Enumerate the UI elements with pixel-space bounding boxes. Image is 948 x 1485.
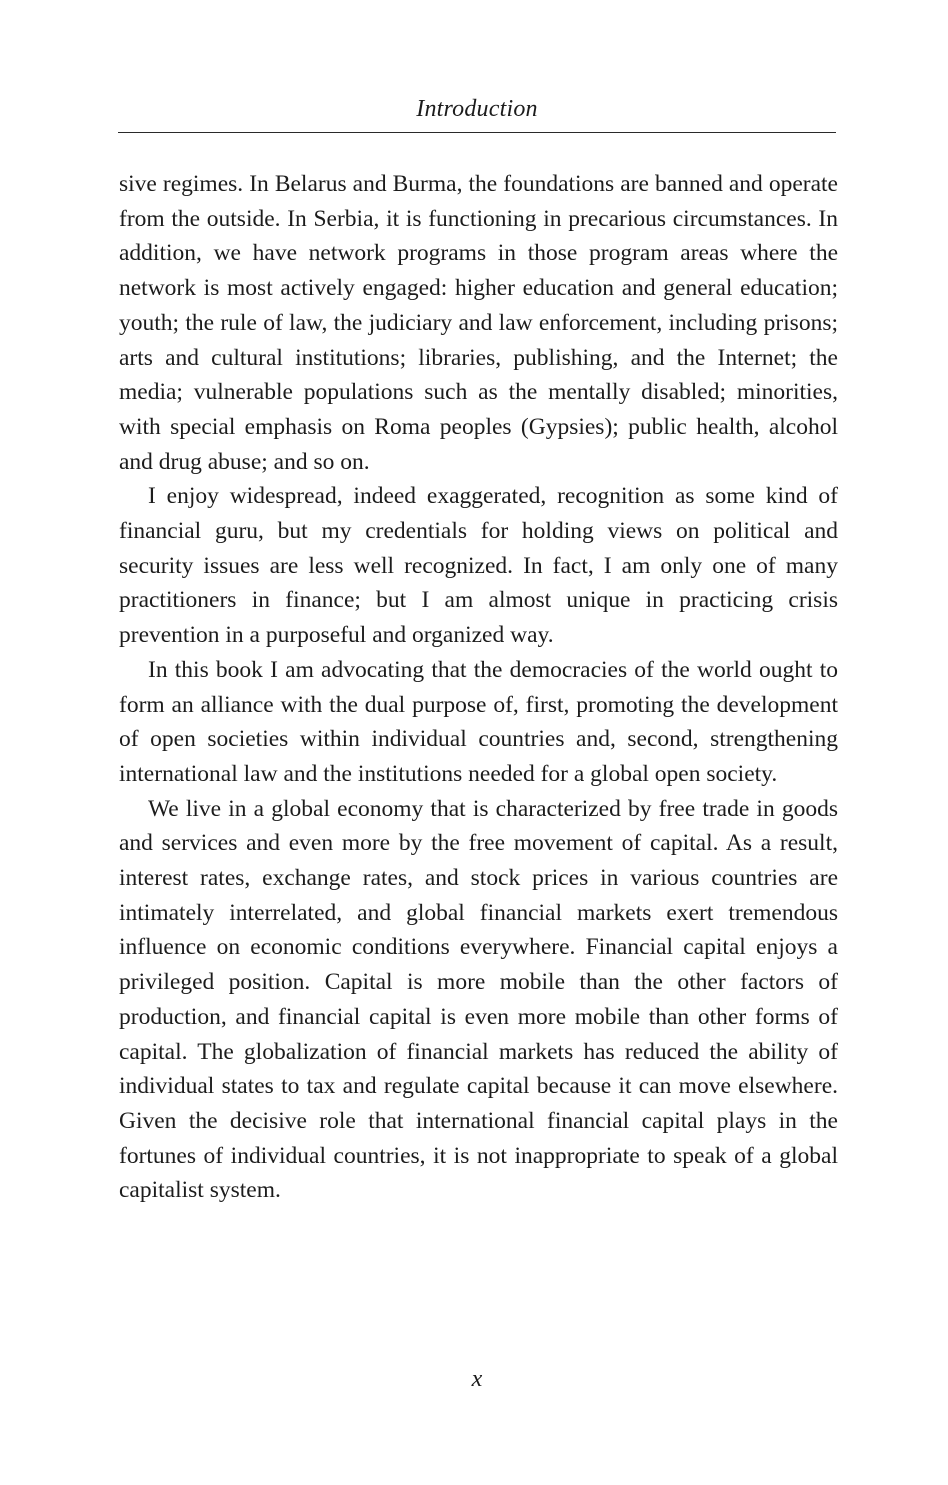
header-rule [118, 132, 836, 133]
paragraph-continued: sive regimes. In Belarus and Burma, the foundations are banned and operate from the outside. In Serbia, it is functioning in precarious circumstances. In addition, we have network programs in those program areas where the network is most actively engaged: higher education and general education; youth; the rule of law, the judiciary and law enforcement, including prisons; arts and cultural institutions; libraries, publishing, and the Internet; the media; vulnerable populations such as the mentally disabled; minorities, with special emphasis on Roma peoples (Gypsies); public health, alcohol and drug abuse; and so on. [119, 171, 838, 475]
body-text [119, 167, 838, 1208]
paragraph-global-economy: We live in a global economy that is characterized by free trade in goods and services and even more by the free movement of capital. As a result, interest rates, exchange rates, and stock prices in various countries are intimately interrelated, and global financial markets exert tremendous influence on economic conditions everywhere. Financial capital enjoys a privileged position. Capital is more mobile than the other factors of production, and financial capital is even more mobile than other forms of capital. The globalization of financial markets has reduced the ability of individual states to tax and regulate capital because it can move elsewhere. Given the decisive role that international financial capital plays in the fortunes of individual countries, it is not inappropriate to speak of a global capitalist system. [119, 795, 838, 1204]
paragraph-financial-guru: I enjoy widespread, indeed exaggerated, recognition as some kind of financial guru, but my credentials for holding views on political and security issues are less well recognized. In fact, I am only one of many practitioners in finance; but I am almost unique in practicing crisis prevention in a purposeful and organized way. [119, 483, 838, 649]
paragraph-alliance: In this book I am advocating that the democracies of the world ought to form an alliance with the dual purpose of, first, promoting the development of open societies within individual countries and, second, strengthening international law and the institutions needed for a global open society. [119, 656, 838, 787]
running-head-title: Introduction [416, 96, 538, 122]
page-number: x [471, 1366, 483, 1392]
